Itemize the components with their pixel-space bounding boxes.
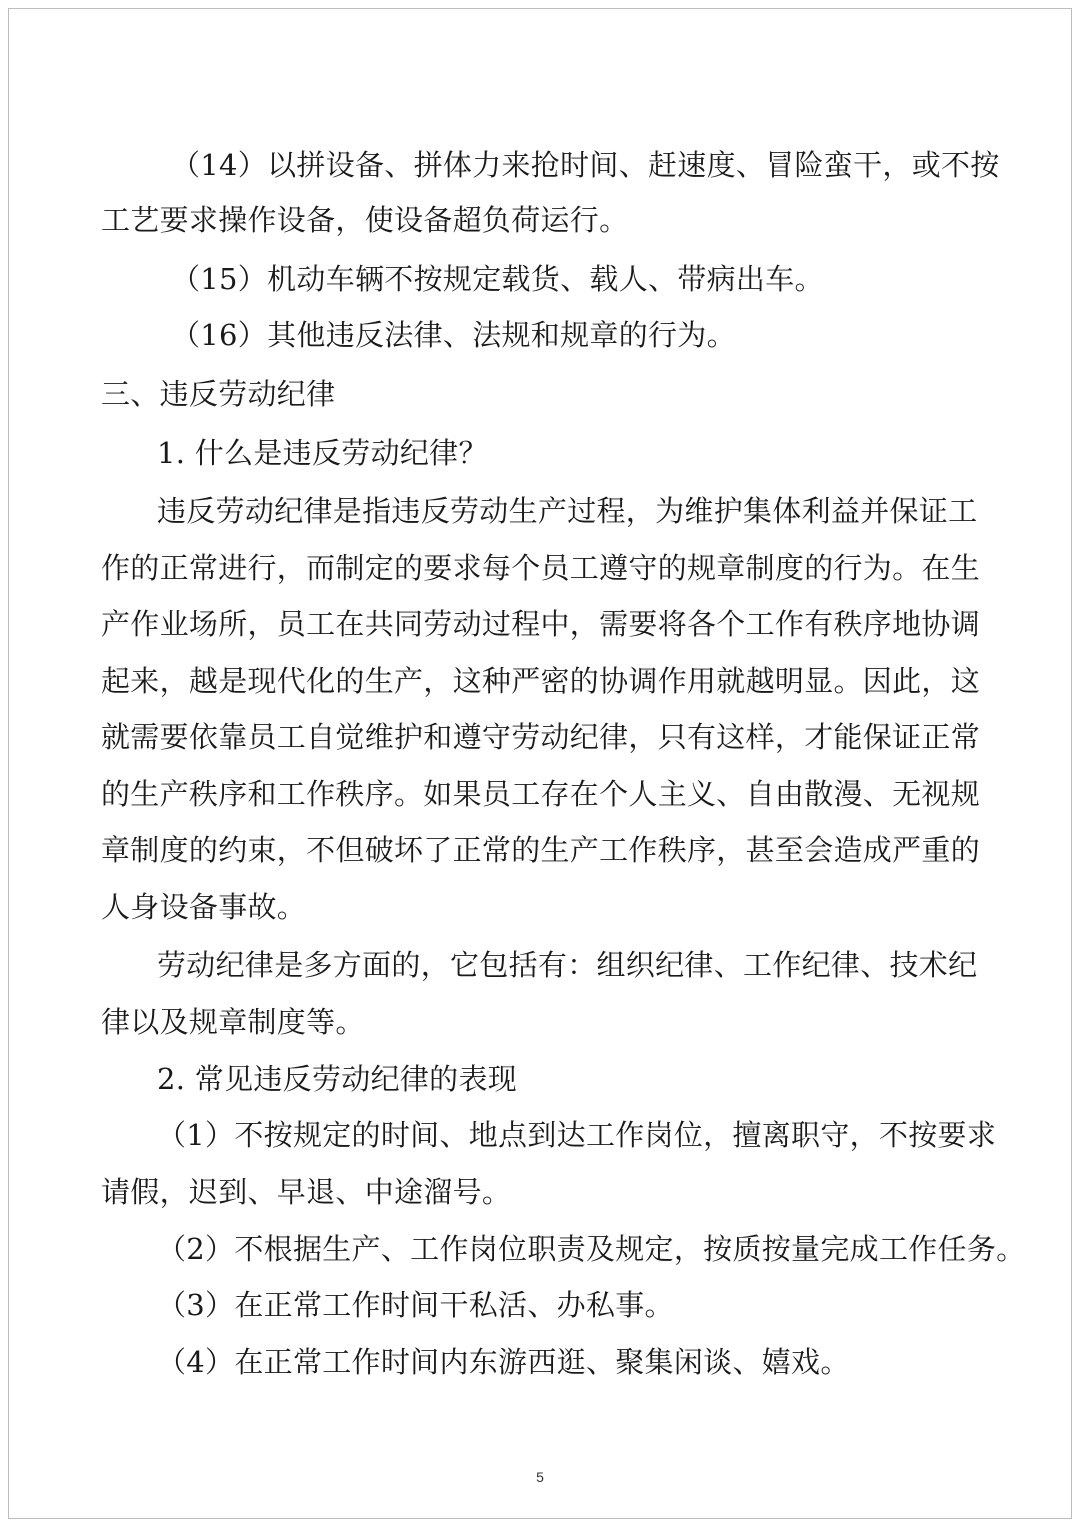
paragraph-line: （3）在正常工作时间干私活、办私事。 (157, 1288, 674, 1322)
paragraph-line: （15）机动车辆不按规定载货、载人、带病出车。 (171, 262, 824, 296)
paragraph-line: （16）其他违反法律、法规和规章的行为。 (171, 318, 736, 352)
page-number: 5 (536, 1469, 544, 1485)
paragraph-line: （14）以拼设备、拼体力来抢时间、赶速度、冒险蛮干，或不按 (171, 148, 1000, 182)
paragraph-line: 人身设备事故。 (101, 890, 307, 924)
subsection-heading: 1. 什么是违反劳动纪律？ (157, 436, 488, 470)
paragraph-line: 章制度的约束，不但破坏了正常的生产工作秩序，甚至会造成严重的 (101, 833, 981, 867)
paragraph-line: （1）不按规定的时间、地点到达工作岗位，擅离职守，不按要求 (157, 1118, 997, 1152)
paragraph-line: 工艺要求操作设备，使设备超负荷运行。 (101, 203, 629, 237)
paragraph-line: 产作业场所，员工在共同劳动过程中，需要将各个工作有秩序地协调 (101, 607, 981, 641)
paragraph-line: 违反劳动纪律是指违反劳动生产过程，为维护集体利益并保证工 (157, 494, 978, 528)
paragraph-line: 劳动纪律是多方面的，它包括有：组织纪律、工作纪律、技术纪 (157, 948, 978, 982)
paragraph-line: 律以及规章制度等。 (101, 1005, 365, 1039)
subsection-heading: 2. 常见违反劳动纪律的表现 (157, 1062, 518, 1096)
paragraph-line: （4）在正常工作时间内东游西逛、聚集闲谈、嬉戏。 (157, 1345, 850, 1379)
document-page (8, 8, 1072, 1519)
paragraph-line: 请假，迟到、早退、中途溜号。 (101, 1175, 512, 1209)
section-heading: 三、违反劳动纪律 (101, 377, 336, 411)
paragraph-line: 起来，越是现代化的生产，这种严密的协调作用就越明显。因此，这 (101, 664, 981, 698)
paragraph-line: 作的正常进行，而制定的要求每个员工遵守的规章制度的行为。在生 (101, 551, 981, 585)
paragraph-line: （2）不根据生产、工作岗位职责及规定，按质按量完成工作任务。 (157, 1232, 1026, 1266)
paragraph-line: 就需要依靠员工自觉维护和遵守劳动纪律，只有这样，才能保证正常 (101, 720, 981, 754)
paragraph-line: 的生产秩序和工作秩序。如果员工存在个人主义、自由散漫、无视规 (101, 777, 981, 811)
